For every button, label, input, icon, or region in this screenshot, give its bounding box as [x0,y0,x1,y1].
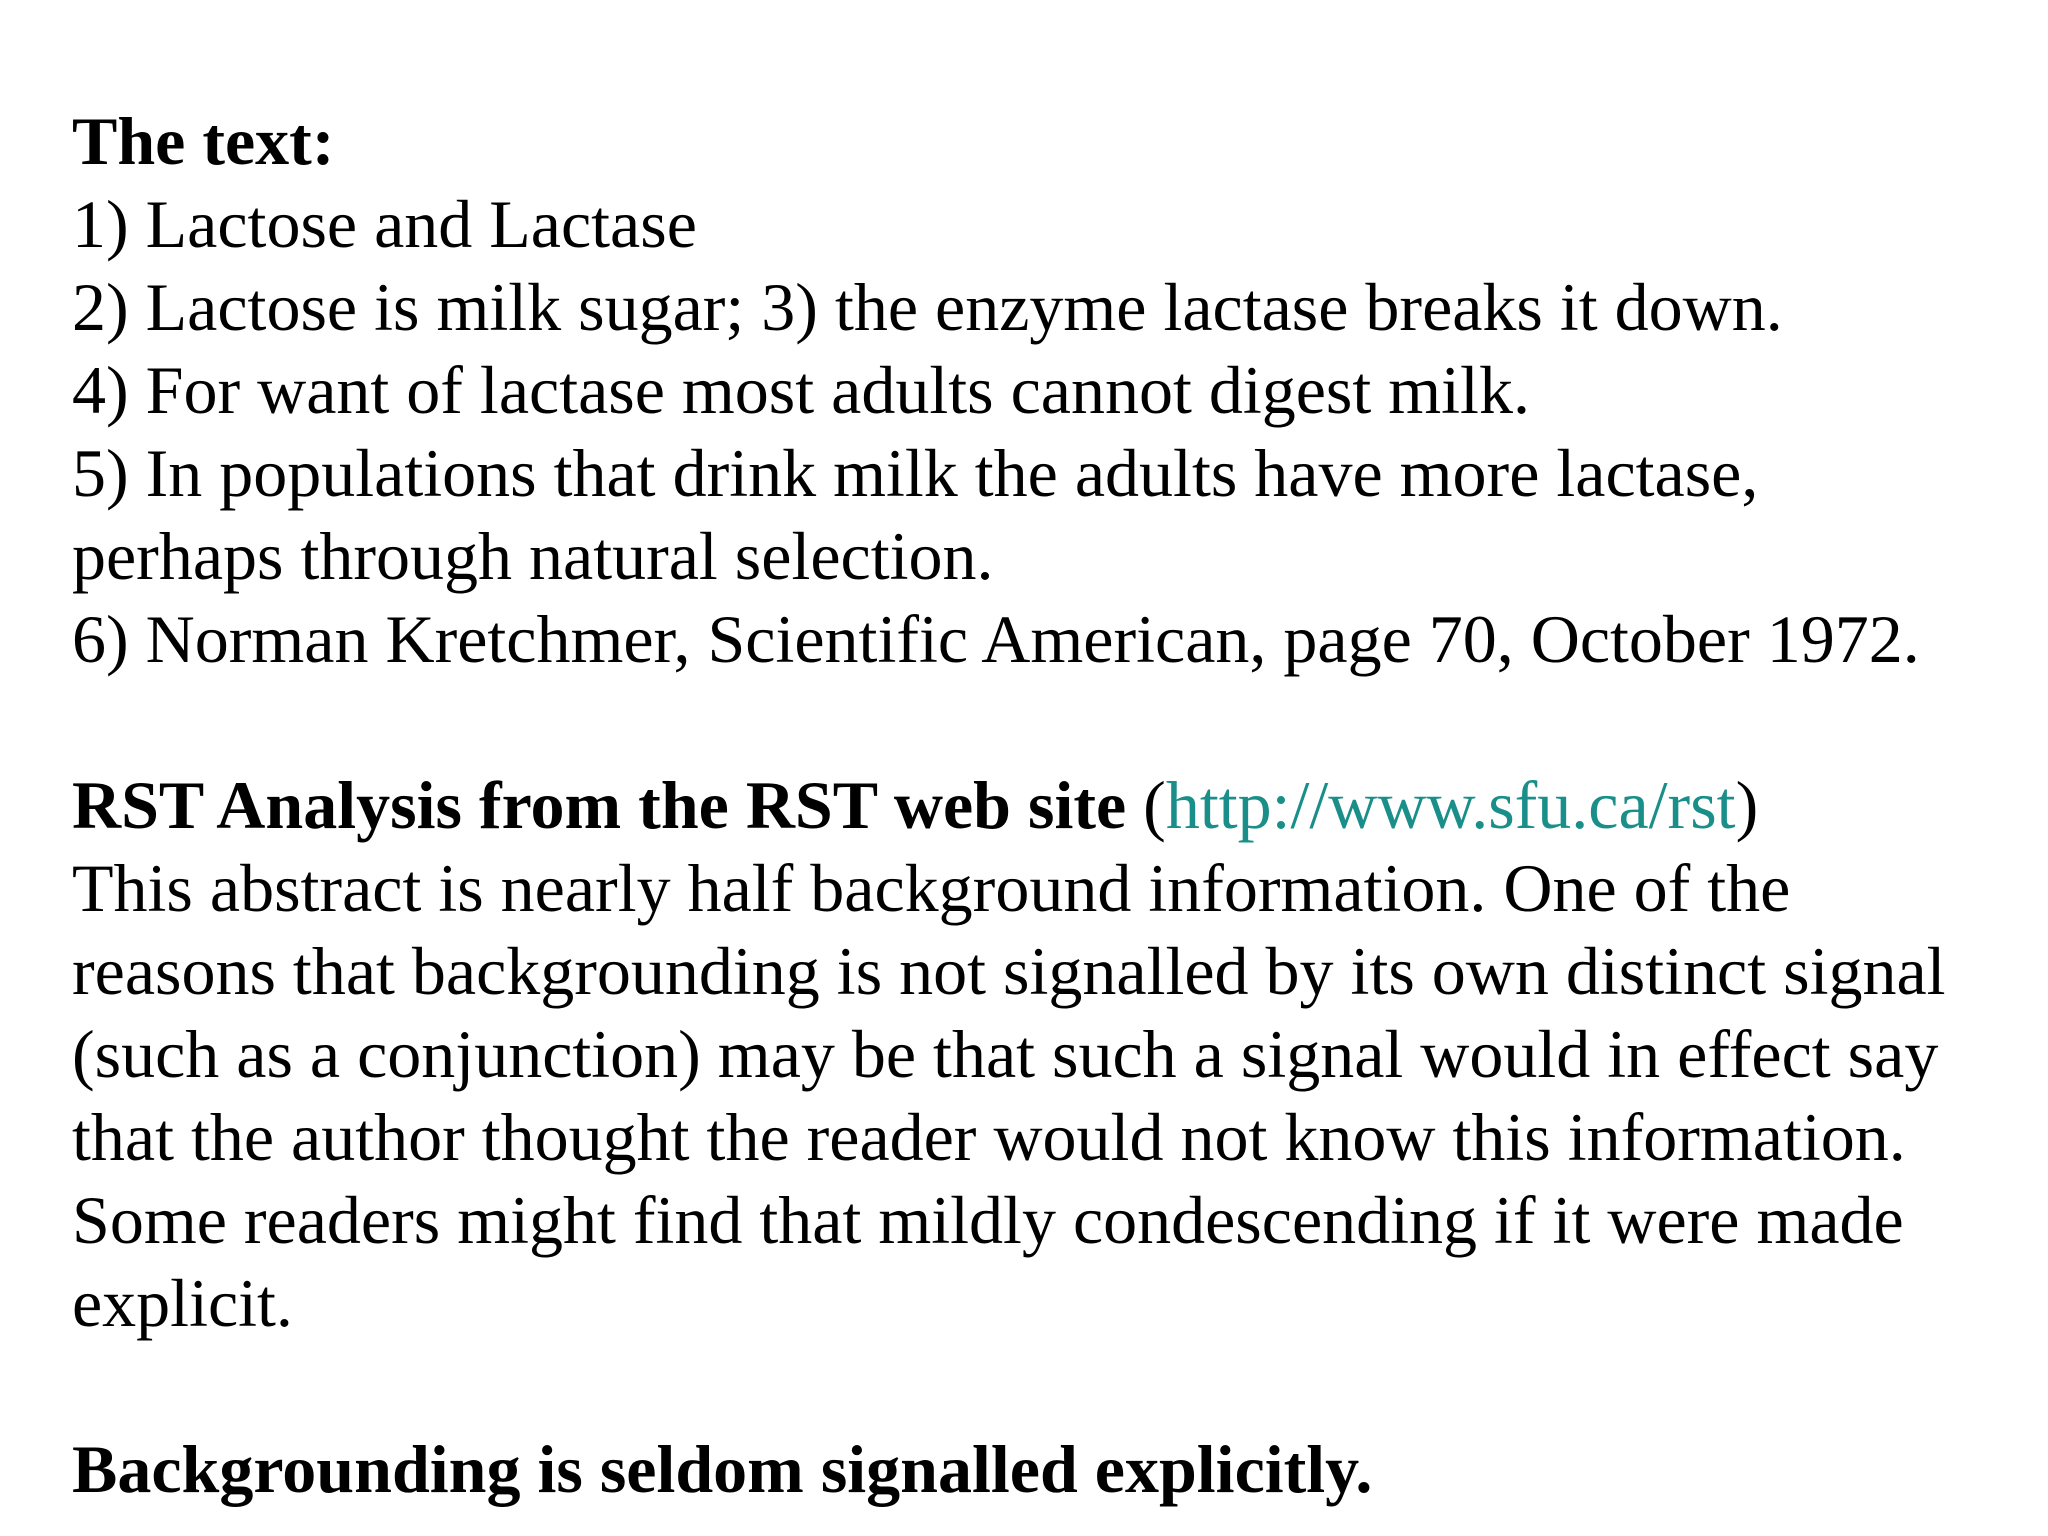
text-line-6: 6) Norman Kretchmer, Scientific American, page 70, October 1972. [72,601,1920,677]
analysis-line-1: This abstract is nearly half background information. One of the [72,850,1791,926]
analysis-line-5: Some readers might find that mildly condescending if it were made [72,1182,1904,1258]
rst-website-link[interactable]: http://www.sfu.ca/rst [1165,767,1736,843]
text-heading: The text: [72,103,335,179]
section-spacer-2 [72,1345,2012,1428]
text-line-2: 2) Lactose is milk sugar; 3) the enzyme lactase breaks it down. [72,269,1783,345]
document-page [72,100,2012,1511]
analysis-heading-line [72,764,2012,847]
section-spacer [72,681,2012,764]
analysis-line-4: that the author thought the reader would not know this information. [72,1099,1906,1175]
paren-close: ) [1735,767,1759,843]
analysis-heading: RST Analysis from the RST web site [72,767,1127,843]
conclusion-statement: Backgrounding is seldom signalled explicitly. [72,1431,1373,1507]
text-line-4: 5) In populations that drink milk the adults have more lactase, [72,435,1759,511]
paren-open: ( [1126,767,1166,843]
analysis-line-3: (such as a conjunction) may be that such a signal would in effect say [72,1016,1939,1092]
text-line-3: 4) For want of lactase most adults cannot digest milk. [72,352,1530,428]
analysis-line-6: explicit. [72,1265,293,1341]
analysis-line-2: reasons that backgrounding is not signalled by its own distinct signal [72,933,1946,1009]
text-line-1: 1) Lactose and Lactase [72,186,697,262]
text-line-5: perhaps through natural selection. [72,518,994,594]
